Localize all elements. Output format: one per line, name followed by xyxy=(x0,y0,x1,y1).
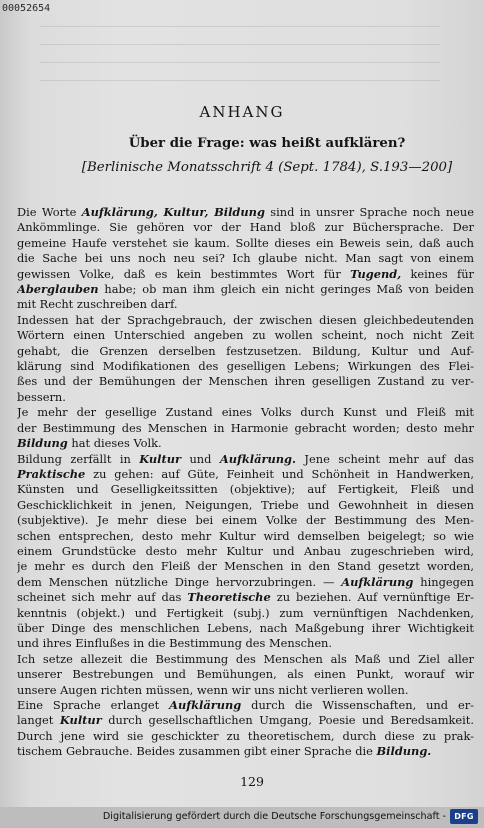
text-run: Eine Sprache erlanget xyxy=(17,698,170,712)
text-run: zu beziehen. Auf vernünftige Er- xyxy=(270,590,474,605)
text-run: klärung sind Modifikationen des geselligen Lebens; Wirkungen des Flei- xyxy=(17,359,474,374)
bleed-through-line xyxy=(40,62,440,63)
text-run: Bildung zerfällt in xyxy=(17,451,140,466)
dfg-logo: DFG xyxy=(450,809,478,824)
text-line xyxy=(17,713,474,728)
text-run: bessern. xyxy=(17,389,66,404)
text-run: Indessen hat der Sprachgebrauch, der zwischen diesen gleichbedeutenden xyxy=(17,312,474,327)
digitization-footer xyxy=(0,807,484,828)
text-line xyxy=(17,390,474,405)
emphasized-term: Aberglauben xyxy=(17,282,99,297)
emphasized-term: Bildung xyxy=(17,436,68,451)
text-run: gehabt, die Grenzen derselben festzusetzen. Bildung, Kultur und Auf- xyxy=(17,343,474,358)
text-line xyxy=(17,359,474,374)
text-line xyxy=(17,436,474,451)
bleed-through-line xyxy=(40,44,440,45)
text-line xyxy=(17,282,474,297)
text-run: Je mehr der gesellige Zustand eines Volks durch Kunst und Fleiß mit xyxy=(17,405,474,420)
text-line xyxy=(17,328,474,343)
text-run: Wörtern einen Unterschied angeben zu wollen scheint, noch nicht Zeit xyxy=(17,328,474,343)
text-run: unserer Bestrebungen und Bemühungen, als einen Punkt, worauf wir xyxy=(17,667,474,682)
text-run: gemeine Haufe verstehet sie kaum. Sollte dieses ein Beweis sein, daß auch xyxy=(17,235,474,250)
text-line xyxy=(17,267,474,282)
text-line xyxy=(17,467,474,482)
text-line xyxy=(17,621,474,636)
text-line xyxy=(17,513,474,528)
text-line xyxy=(17,344,474,359)
essay-title: Über die Frage: was heißt aufklären? xyxy=(128,136,406,151)
text-run: ßes und der Bemühungen der Menschen ihren geselligen Zustand zu ver- xyxy=(17,374,474,389)
bleed-through-line xyxy=(40,26,440,27)
text-run: langet xyxy=(17,713,60,728)
text-line xyxy=(17,544,474,559)
text-line xyxy=(17,452,474,467)
text-line xyxy=(17,698,474,713)
text-run: Geschicklichkeit in jenen, Neigungen, Triebe und Gewohnheit in diesen xyxy=(17,497,474,512)
text-line xyxy=(17,236,474,251)
text-run: hingegen xyxy=(413,574,474,589)
text-run: die Sache bei uns noch neu sei? Ich glaube nicht. Man sagt von einem xyxy=(17,251,474,266)
body-text xyxy=(17,205,474,760)
text-run: je mehr es durch den Fleiß der Menschen in den Stand gesetzt worden, xyxy=(17,559,474,574)
text-line xyxy=(17,374,474,389)
text-run: durch gesellschaftlichen Umgang, Poesie und Beredsamkeit. xyxy=(101,713,474,728)
emphasized-term: Tugend, xyxy=(350,266,402,281)
text-run: tischem Gebrauche. Beides zusammen gibt einer Sprache die xyxy=(17,744,377,759)
text-line xyxy=(17,421,474,436)
text-line xyxy=(17,729,474,744)
text-line xyxy=(17,405,474,420)
text-run: hat dieses Volk. xyxy=(67,436,162,451)
text-line xyxy=(17,575,474,590)
text-line xyxy=(17,636,474,651)
text-run: durch die Wissenschaften, und er- xyxy=(241,698,474,712)
bleed-through-line xyxy=(40,80,440,81)
text-line xyxy=(17,667,474,682)
text-run: der Bestimmung des Menschen in Harmonie gebracht worden; desto mehr xyxy=(17,420,474,435)
text-line xyxy=(17,683,474,698)
footer-credit: Digitalisierung gefördert durch die Deutsche Forschungsgemeinschaft - xyxy=(102,811,446,822)
text-run: habe; ob man ihm gleich ein nicht geringes Maß von beiden xyxy=(98,282,474,297)
text-line xyxy=(17,313,474,328)
text-line xyxy=(17,297,474,312)
emphasized-term: Aufklärung, Kultur, Bildung xyxy=(81,205,265,219)
emphasized-term: Aufklärung xyxy=(169,698,242,712)
text-line xyxy=(17,529,474,544)
text-run: über Dinge des menschlichen Lebens, nach Maßgebung ihrer Wichtigkeit xyxy=(17,620,474,635)
text-line xyxy=(17,744,474,759)
emphasized-term: Kultur xyxy=(139,451,182,466)
text-run: Künsten und Geselligkeitssitten (objektive); auf Fertigkeit, Fleiß und xyxy=(17,482,474,497)
section-heading: ANHANG xyxy=(199,103,285,121)
text-run: Ich setze allezeit die Bestimmung des Menschen als Maß und Ziel aller xyxy=(17,651,474,666)
text-run: mit Recht zuschreiben darf. xyxy=(17,297,178,312)
text-run: Ankömmlinge. Sie gehören vor der Hand bloß zur Büchersprache. Der xyxy=(17,220,474,235)
scan-id: 00052654 xyxy=(2,3,51,14)
emphasized-term: Theoretische xyxy=(187,590,271,605)
text-line xyxy=(17,606,474,621)
text-run: sind in unsrer Sprache noch neue xyxy=(264,205,474,219)
text-run: schen entsprechen, desto mehr Kultur wird demselben beigelegt; so wie xyxy=(17,528,474,543)
text-line xyxy=(17,652,474,667)
text-line xyxy=(17,498,474,513)
text-line xyxy=(17,251,474,266)
text-line xyxy=(17,205,474,220)
text-run: einem Grundstücke desto mehr Kultur und Anbau zugeschrieben wird, xyxy=(17,543,474,558)
text-run: keines für xyxy=(401,266,474,281)
emphasized-term: Bildung. xyxy=(376,744,432,759)
emphasized-term: Kultur xyxy=(59,713,102,728)
emphasized-term: Aufklärung xyxy=(341,574,414,589)
text-run: dem Menschen nützliche Dinge hervorzubringen. — xyxy=(17,574,342,589)
text-run: und ihres Einflußes in die Bestimmung des Menschen. xyxy=(17,636,333,651)
text-run: kenntnis (objekt.) und Fertigkeit (subj.) zum vernünftigen Nachdenken, xyxy=(17,605,474,620)
emphasized-term: Praktische xyxy=(17,466,86,481)
source-citation: [Berlinische Monatsschrift 4 (Sept. 1784), S.193—200] xyxy=(81,160,453,175)
text-run: Durch jene wird sie geschickter zu theoretischem, durch diese zu prak- xyxy=(17,728,474,743)
text-run: und xyxy=(181,451,220,466)
text-run: scheinet sich mehr auf das xyxy=(17,590,188,605)
text-run: (subjektive). Je mehr diese bei einem Volke der Bestimmung des Men- xyxy=(17,513,474,528)
text-line xyxy=(17,220,474,235)
text-run: Jene scheint mehr auf das xyxy=(296,451,474,466)
text-line xyxy=(17,590,474,605)
page-number: 129 xyxy=(240,774,264,789)
text-run: zu gehen: auf Güte, Feinheit und Schönheit in Handwerken, xyxy=(85,466,474,481)
text-run: gewissen Volke, daß es kein bestimmtes Wort für xyxy=(17,266,351,281)
text-line xyxy=(17,482,474,497)
text-run: Die Worte xyxy=(17,205,82,219)
emphasized-term: Aufklärung. xyxy=(219,451,296,466)
text-line xyxy=(17,559,474,574)
text-run: unsere Augen richten müssen, wenn wir uns nicht verlieren wollen. xyxy=(17,682,409,697)
